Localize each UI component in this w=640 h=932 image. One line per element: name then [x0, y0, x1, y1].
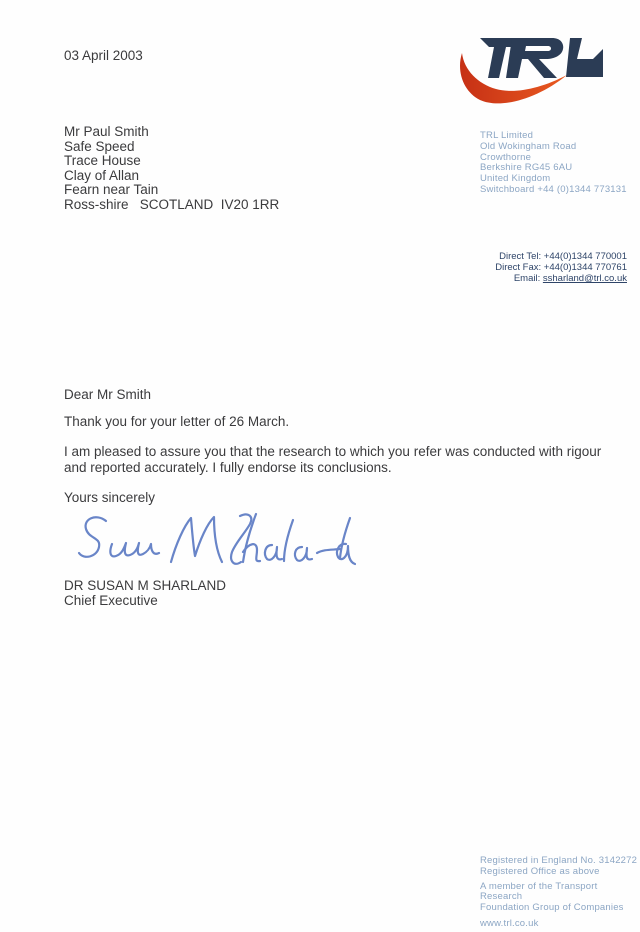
email-link[interactable]: ssharland@trl.co.uk — [542, 273, 627, 285]
sender-line: Crowthorne — [480, 151, 532, 163]
signatory-name: DR SUSAN M SHARLAND — [64, 578, 227, 593]
footer-line: Registered in England No. 3142272 — [480, 855, 638, 866]
signatory-block — [64, 579, 226, 608]
recipient-address — [64, 125, 279, 213]
sender-line: United Kingdom — [480, 173, 551, 185]
footer-group-registration — [480, 856, 640, 878]
trl-logo — [456, 32, 606, 110]
footer-website: www.trl.co.uk — [480, 917, 539, 929]
email-line — [495, 273, 627, 284]
closing: Yours sincerely — [64, 490, 156, 505]
direct-tel: Direct Tel: +44(0)1344 770001 — [499, 251, 627, 262]
recipient-line: Clay of Allan — [64, 167, 140, 183]
sender-line: Old Wokingham Road — [480, 140, 577, 152]
paragraph-1: Thank you for your letter of 26 March. — [64, 414, 290, 429]
registration-footer — [480, 856, 640, 930]
sender-line: Switchboard +44 (0)1344 773131 — [480, 183, 627, 195]
logo-letters — [480, 38, 603, 78]
paragraph-2-line-1: I am pleased to assure you that the research to which you refer was conducted with rigour — [64, 444, 602, 459]
paragraph-2-line-2: and reported accurately. I fully endorse its conclusions. — [64, 459, 392, 475]
footer-group-website — [480, 919, 640, 930]
footer-group-membership — [480, 882, 640, 914]
recipient-line: Safe Speed — [64, 138, 135, 154]
footer-line: Foundation Group of Companies — [480, 902, 624, 914]
direct-fax: Direct Fax: +44(0)1344 770761 — [495, 262, 627, 274]
sender-line: Berkshire RG45 6AU — [480, 162, 573, 174]
sender-line: TRL Limited — [480, 130, 534, 141]
recipient-line: Ross-shire SCOTLAND IV20 1RR — [64, 196, 280, 212]
recipient-line: Mr Paul Smith — [64, 124, 149, 139]
email-label: Email: — [513, 273, 543, 285]
sender-address — [480, 131, 627, 196]
recipient-line: Fearn near Tain — [64, 182, 159, 198]
salutation: Dear Mr Smith — [64, 387, 152, 402]
direct-contact-block — [495, 251, 627, 285]
signature-ink — [74, 512, 356, 572]
signatory-title: Chief Executive — [64, 592, 158, 608]
letter-date: 03 April 2003 — [64, 48, 143, 63]
footer-line: Registered Office as above — [480, 865, 600, 877]
recipient-line: Trace House — [64, 153, 141, 169]
footer-line: A member of the Transport Research — [480, 880, 598, 903]
